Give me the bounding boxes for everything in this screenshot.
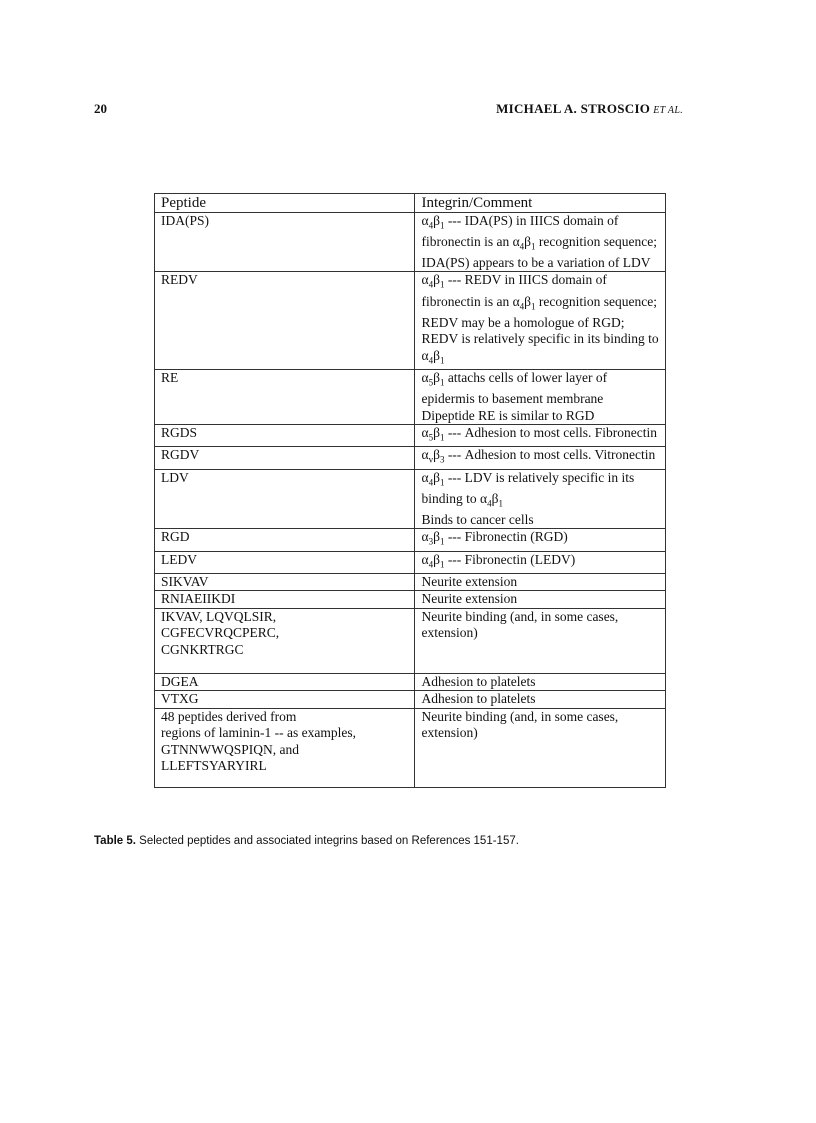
caption-label: Table 5. xyxy=(94,835,136,847)
table-row xyxy=(155,573,666,591)
table-row xyxy=(155,708,666,787)
integrin-comment-cell: Adhesion to platelets xyxy=(415,673,666,691)
column-header-peptide: Peptide xyxy=(155,194,415,213)
table-row xyxy=(155,469,666,529)
running-head-et-al: ET AL. xyxy=(653,105,683,116)
integrin-comment-cell: Neurite extension xyxy=(415,591,666,609)
table-row xyxy=(155,551,666,573)
integrin-comment-cell: Neurite binding (and, in some cases, extension) xyxy=(415,608,666,673)
peptide-cell: RE xyxy=(155,369,415,424)
integrin-comment-cell: $\alpha_5\beta_1$ attachs cells of lower layer of epidermis to basement membrane Dipeptide RE is similar to RGD xyxy=(415,369,666,424)
peptide-cell: RNIAEIIKDI xyxy=(155,591,415,609)
table-row xyxy=(155,591,666,609)
peptide-cell: VTXG xyxy=(155,691,415,709)
table-row xyxy=(155,608,666,673)
integrin-comment-cell: Neurite binding (and, in some cases, extension) xyxy=(415,708,666,787)
integrin-comment-cell: Adhesion to platelets xyxy=(415,691,666,709)
table-row xyxy=(155,673,666,691)
integrin-comment-cell: Neurite extension xyxy=(415,573,666,591)
peptide-cell: RGDV xyxy=(155,447,415,469)
running-head-author: MICHAEL A. STROSCIO xyxy=(496,101,651,116)
peptide-cell: 48 peptides derived from regions of laminin-1 -- as examples, GTNNWWQSPIQN, and LLEFTSYARYIRL xyxy=(155,708,415,787)
integrin-comment-cell: $\alpha_4\beta_1$ --- IDA(PS) in IIICS domain of fibronectin is an $\alpha_4\beta_1$ recognition sequence; IDA(PS) appears to be a variation of LDV xyxy=(415,212,666,272)
peptide-cell: REDV xyxy=(155,272,415,370)
integrin-comment-cell: $\alpha_4\beta_1$ --- LDV is relatively specific in its binding to $\alpha_4\beta_1$ Binds to cancer cells xyxy=(415,469,666,529)
table-caption xyxy=(94,835,519,847)
table-body xyxy=(155,212,666,787)
integrin-comment-cell: $\alpha_4\beta_1$ --- Fibronectin (LEDV) xyxy=(415,551,666,573)
table-row xyxy=(155,529,666,551)
peptide-cell: RGDS xyxy=(155,425,415,447)
peptide-cell: LEDV xyxy=(155,551,415,573)
integrin-comment-cell: $\alpha_5\beta_1$ --- Adhesion to most cells. Fibronectin xyxy=(415,425,666,447)
peptide-integrin-table xyxy=(154,193,666,788)
caption-text: Selected peptides and associated integrins based on References 151-157. xyxy=(139,835,519,847)
peptide-cell: LDV xyxy=(155,469,415,529)
page-number: 20 xyxy=(94,101,107,116)
table-row xyxy=(155,212,666,272)
integrin-comment-cell: $\alpha_4\beta_1$ --- REDV in IIICS domain of fibronectin is an $\alpha_4\beta_1$ recognition sequence; REDV may be a homologue of RGD; REDV is relatively specific in its binding to $\alpha_4\beta_1$ xyxy=(415,272,666,370)
table-row xyxy=(155,272,666,370)
integrin-comment-cell: $\alpha_3\beta_1$ --- Fibronectin (RGD) xyxy=(415,529,666,551)
table-row xyxy=(155,447,666,469)
peptide-cell: RGD xyxy=(155,529,415,551)
table-header-row xyxy=(155,194,666,213)
table-row xyxy=(155,691,666,709)
running-head xyxy=(496,101,683,117)
column-header-integrin-comment: Integrin/Comment xyxy=(415,194,666,213)
peptide-cell: DGEA xyxy=(155,673,415,691)
peptide-cell: IDA(PS) xyxy=(155,212,415,272)
table-row xyxy=(155,425,666,447)
peptide-cell: IKVAV, LQVQLSIR, CGFECVRQCPERC, CGNKRTRGC xyxy=(155,608,415,673)
peptide-cell: SIKVAV xyxy=(155,573,415,591)
table-row xyxy=(155,369,666,424)
integrin-comment-cell: $\alpha_v\beta_3$ --- Adhesion to most cells. Vitronectin xyxy=(415,447,666,469)
